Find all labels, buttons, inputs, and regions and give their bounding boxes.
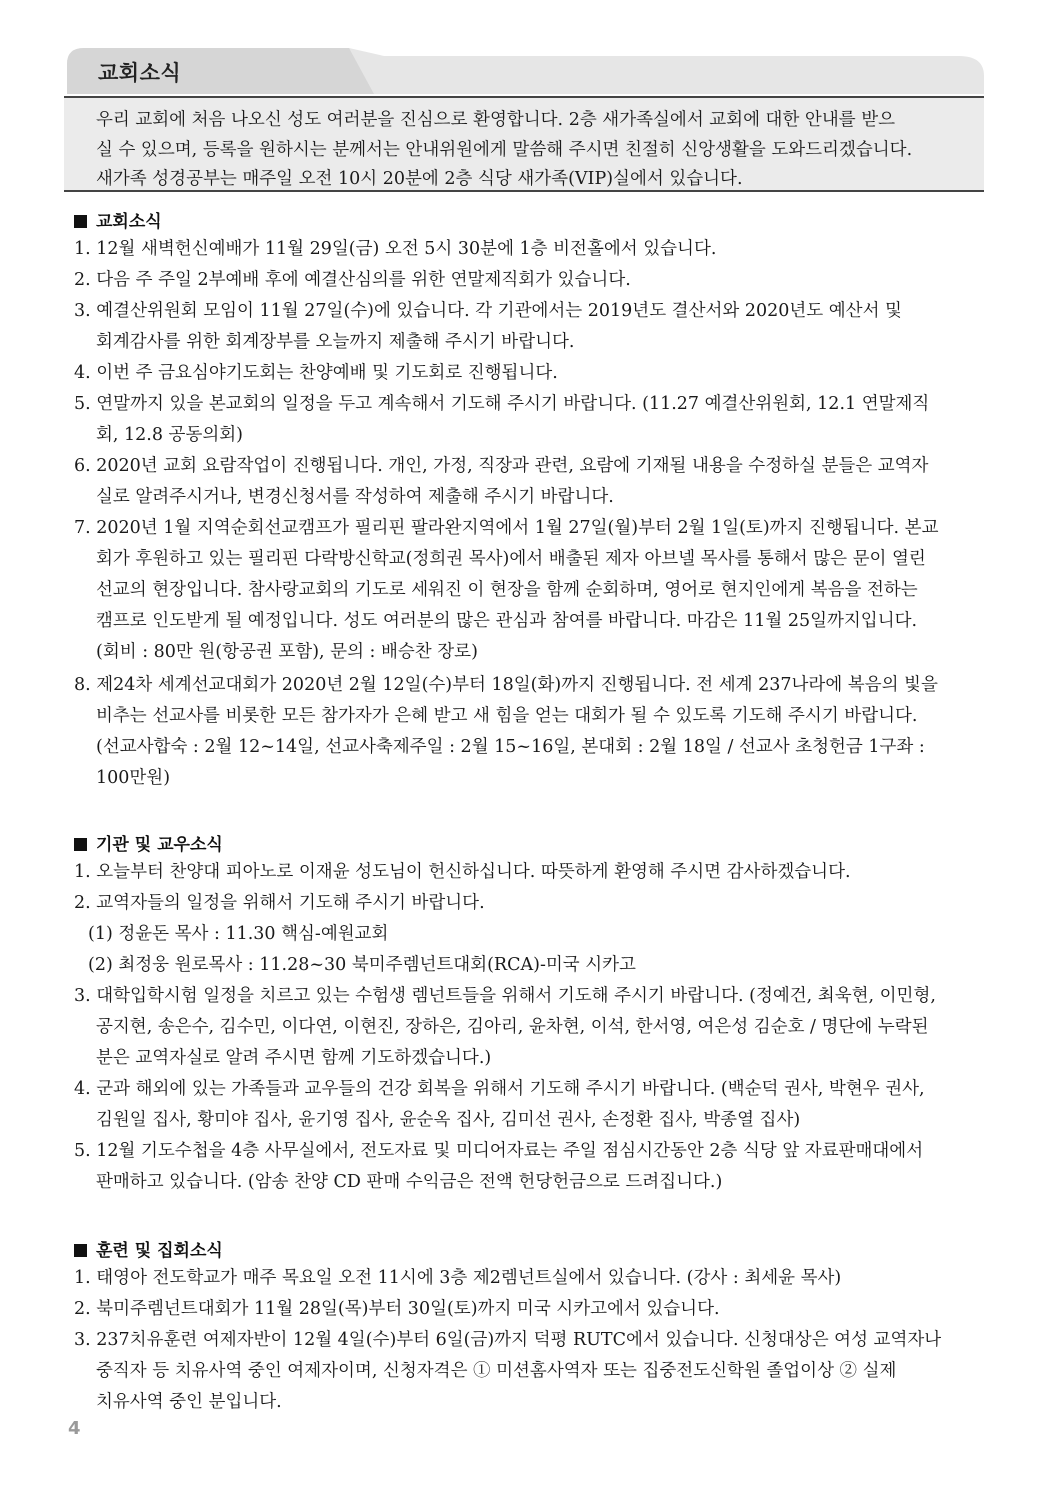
member-subitem: (2) 최정웅 원로목사 : 11.28~30 북미주렘넌트대회(RCA)-미국 시카고	[88, 955, 636, 975]
header-band	[64, 46, 984, 94]
news-item: 3. 예결산위원회 모임이 11월 27일(수)에 있습니다. 각 기관에서는 2019년도 결산서와 2020년도 예산서 및	[74, 301, 902, 321]
news-item-continued: 회가 후원하고 있는 필리핀 다락방신학교(정희권 목사)에서 배출된 제자 아브넬 목사를 통해서 많은 문이 열린	[96, 549, 926, 569]
member-item: 1. 오늘부터 찬양대 피아노로 이재윤 성도님이 헌신하십니다. 따뜻하게 환영해 주시면 감사하겠습니다.	[74, 862, 851, 882]
welcome-text-line: 실 수 있으며, 등록을 원하시는 분께서는 안내위원에게 말씀해 주시면 친절히 신앙생활을 도와드리겠습니다.	[96, 140, 913, 160]
news-item: 5. 연말까지 있을 본교회의 일정을 두고 계속해서 기도해 주시기 바랍니다. (11.27 예결산위원회, 12.1 연말제직	[74, 394, 930, 414]
news-item: 2. 다음 주 주일 2부예배 후에 예결산심의를 위한 연말제직회가 있습니다.	[74, 270, 631, 290]
news-item-continued: 회, 12.8 공동의회)	[96, 425, 244, 445]
heading-label: 기관 및 교우소식	[96, 835, 223, 855]
heading-label: 훈련 및 집회소식	[96, 1241, 223, 1261]
member-item-continued: 공지현, 송은수, 김수민, 이다연, 이현진, 장하은, 김아리, 윤차현, 이석, 한서영, 여은성 김순호 / 명단에 누락된	[96, 1017, 929, 1037]
training-item-continued: 치유사역 중인 분입니다.	[96, 1392, 282, 1412]
welcome-text-line: 새가족 성경공부는 매주일 오전 10시 20분에 2층 식당 새가족(VIP)실에서 있습니다.	[96, 169, 743, 189]
news-item-continued: 실로 알려주시거나, 변경신청서를 작성하여 제출해 주시기 바랍니다.	[96, 487, 614, 507]
member-item: 5. 12월 기도수첩을 4층 사무실에서, 전도자료 및 미디어자료는 주일 점심시간동안 2층 식당 앞 자료판매대에서	[74, 1141, 924, 1161]
section-title: 교회소식	[98, 61, 182, 85]
news-item: 1. 12월 새벽헌신예배가 11월 29일(금) 오전 5시 30분에 1층 비전홀에서 있습니다.	[74, 239, 717, 259]
news-item: 7. 2020년 1월 지역순회선교캠프가 필리핀 팔라완지역에서 1월 27일(월)부터 2월 1일(토)까지 진행됩니다. 본교	[74, 518, 939, 538]
welcome-box	[64, 96, 984, 192]
news-item: 4. 이번 주 금요심야기도회는 찬양예배 및 기도회로 진행됩니다.	[74, 363, 558, 383]
training-item: 3. 237치유훈련 여제자반이 12월 4일(수)부터 6일(금)까지 덕평 RUTC에서 있습니다. 신청대상은 여성 교역자나	[74, 1330, 942, 1350]
heading-label: 교회소식	[96, 212, 162, 232]
news-item: 8. 제24차 세계선교대회가 2020년 2월 12일(수)부터 18일(화)까지 진행됩니다. 전 세계 237나라에 복음의 빛을	[74, 675, 938, 695]
member-item: 3. 대학입학시험 일정을 치르고 있는 수험생 렘넌트들을 위해서 기도해 주시기 바랍니다. (정예건, 최욱현, 이민형,	[74, 986, 936, 1006]
square-bullet-icon	[74, 838, 87, 851]
member-item: 2. 교역자들의 일정을 위해서 기도해 주시기 바랍니다.	[74, 893, 485, 913]
member-subitem: (1) 정윤돈 목사 : 11.30 핵심-예원교회	[88, 924, 389, 944]
news-item-continued: 선교의 현장입니다. 참사랑교회의 기도로 세워진 이 현장을 함께 순회하며, 영어로 현지인에게 복음을 전하는	[96, 580, 918, 600]
news-item-continued: (선교사합숙 : 2월 12~14일, 선교사축제주일 : 2월 15~16일, 본대회 : 2월 18일 / 선교사 초청헌금 1구좌 :	[96, 737, 925, 757]
training-item: 2. 북미주렘넌트대회가 11월 28일(목)부터 30일(토)까지 미국 시카고에서 있습니다.	[74, 1299, 720, 1319]
news-item-continued: 캠프로 인도받게 될 예정입니다. 성도 여러분의 많은 관심과 참여를 바랍니다. 마감은 11월 25일까지입니다.	[96, 611, 918, 631]
news-item-continued: 100만원)	[96, 768, 171, 788]
square-bullet-icon	[74, 215, 87, 228]
news-item-continued: 회계감사를 위한 회계장부를 오늘까지 제출해 주시기 바랍니다.	[96, 332, 575, 352]
training-item-continued: 중직자 등 치유사역 중인 여제자이며, 신청자격은 ① 미션홈사역자 또는 집중전도신학원 졸업이상 ② 실제	[96, 1361, 897, 1381]
training-news-heading	[74, 1236, 223, 1261]
member-item-continued: 김원일 집사, 황미야 집사, 윤기영 집사, 윤순옥 집사, 김미선 권사, 손정환 집사, 박종열 집사)	[96, 1110, 801, 1130]
page-number: 4	[68, 1418, 81, 1439]
news-item-continued: (회비 : 80만 원(항공권 포함), 문의 : 배승찬 장로)	[96, 642, 478, 662]
training-item: 1. 태영아 전도학교가 매주 목요일 오전 11시에 3층 제2렘넌트실에서 있습니다. (강사 : 최세윤 목사)	[74, 1268, 842, 1288]
member-item-continued: 판매하고 있습니다. (암송 찬양 CD 판매 수익금은 전액 헌당헌금으로 드려집니다.)	[96, 1172, 723, 1192]
news-item: 6. 2020년 교회 요람작업이 진행됩니다. 개인, 가정, 직장과 관련, 요람에 기재될 내용을 수정하실 분들은 교역자	[74, 456, 929, 476]
welcome-text-line: 우리 교회에 처음 나오신 성도 여러분을 진심으로 환영합니다. 2층 새가족실에서 교회에 대한 안내를 받으	[96, 110, 896, 130]
section-header	[64, 46, 984, 96]
news-item-continued: 비추는 선교사를 비롯한 모든 참가자가 은혜 받고 새 힘을 얻는 대회가 될 수 있도록 기도해 주시기 바랍니다.	[96, 706, 918, 726]
member-item-continued: 분은 교역자실로 알려 주시면 함께 기도하겠습니다.)	[96, 1048, 492, 1068]
member-item: 4. 군과 해외에 있는 가족들과 교우들의 건강 회복을 위해서 기도해 주시기 바랍니다. (백순덕 권사, 박현우 권사,	[74, 1079, 925, 1099]
square-bullet-icon	[74, 1244, 87, 1257]
member-news-heading	[74, 830, 223, 855]
church-news-heading	[74, 207, 162, 232]
